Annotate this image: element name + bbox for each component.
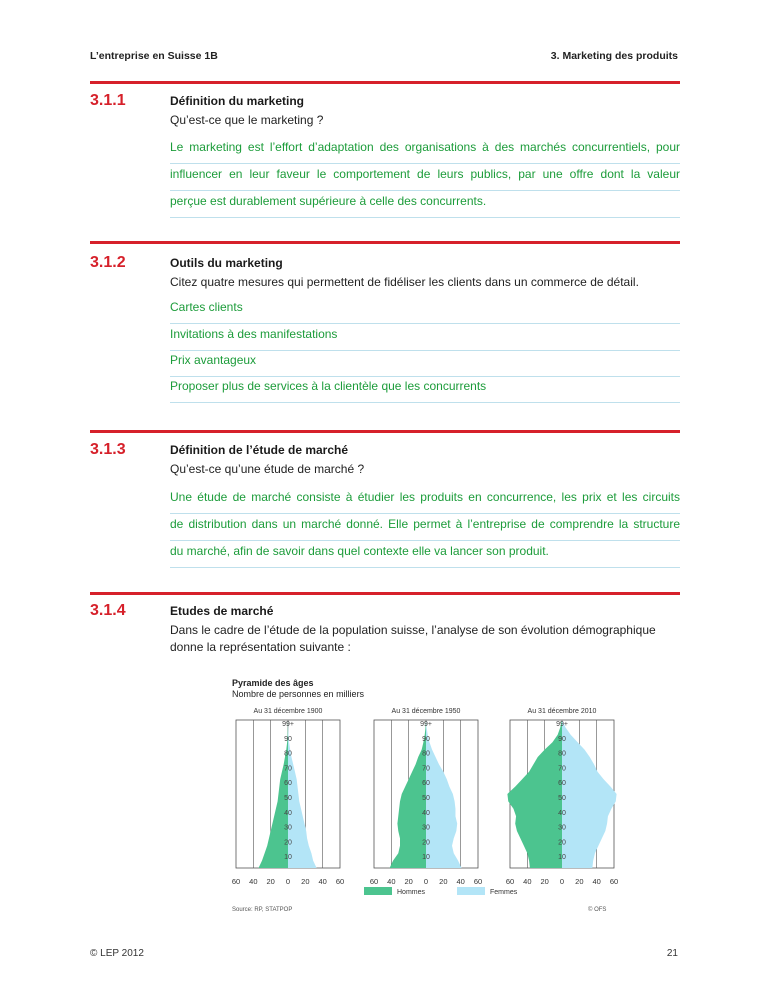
answer-line: Une étude de marché consiste à étudier les produits en concurrence, les prix et les circuits: [170, 487, 680, 514]
x-tick-label: 20: [575, 877, 584, 886]
question: Qu’est-ce que le marketing ?: [170, 113, 324, 127]
legend-swatch-femmes: [457, 887, 485, 895]
panel-label: Au 31 décembre 1950: [391, 708, 461, 715]
age-tick-label: 50: [558, 795, 566, 802]
answer-line: de distribution dans un marché donné. Elle permet à l’entreprise de comprendre la structure: [170, 514, 680, 541]
age-tick-label: 40: [284, 809, 292, 817]
age-tick-label: 20: [558, 839, 566, 847]
age-tick-label: 60: [422, 780, 430, 788]
age-tick-label: 80: [422, 750, 430, 758]
age-tick-label: 30: [422, 824, 430, 832]
panel-label: Au 31 décembre 2010: [527, 708, 597, 715]
chart-credit: © OFS: [588, 907, 607, 913]
femmes-area: [562, 721, 617, 868]
age-tick-label: 70: [284, 765, 292, 773]
section-title: Définition du marketing: [170, 94, 305, 108]
section-title: Outils du marketing: [170, 256, 283, 270]
age-tick-label: 70: [422, 765, 430, 773]
age-tick-label: 10: [284, 854, 292, 862]
answer-line: du marché, afin de savoir dans quel contexte elle va lancer son produit.: [170, 541, 680, 568]
legend-swatch-hommes: [364, 887, 392, 895]
age-tick-label: 60: [558, 780, 566, 788]
age-tick-label: 20: [422, 839, 430, 847]
x-tick-label: 40: [592, 877, 601, 886]
answer-line: Proposer plus de services à la clientèle que les concurrents: [170, 376, 680, 403]
age-tick-label: 90: [284, 735, 292, 743]
age-tick-label: 80: [558, 750, 566, 758]
x-tick-label: 60: [335, 877, 345, 886]
chart-source: Source: RP, STATPOP: [232, 907, 293, 913]
age-tick-label: 10: [422, 854, 430, 862]
x-tick-label: 20: [540, 877, 549, 886]
answer-line: Le marketing est l’effort d’adaptation des organisations à des marchés concurrentiels, pour: [170, 137, 680, 164]
question: Dans le cadre de l’étude de la population suisse, l’analyse de son évolution démographique donne la représentation suivante :: [170, 623, 656, 654]
answer-line: Cartes clients: [170, 297, 680, 324]
chart-subtitle: Nombre de personnes en milliers: [232, 689, 365, 699]
running-header-right: 3. Marketing des produits: [550, 50, 678, 62]
section-title: Etudes de marché: [170, 604, 274, 618]
age-tick-label: 50: [284, 795, 292, 802]
chart-title: Pyramide des âges: [232, 678, 314, 688]
answer-line: Invitations à des manifestations: [170, 324, 680, 351]
answer-line: influencer en leur faveur le comportement de leurs publics, par une offre dont la valeur: [170, 164, 680, 191]
x-tick-label: 0: [559, 877, 565, 886]
panel-label: Au 31 décembre 1900: [253, 708, 323, 715]
age-tick-label: 10: [558, 854, 566, 862]
age-tick-label: 99+: [282, 721, 294, 728]
age-tick-label: 70: [558, 765, 566, 773]
x-tick-label: 20: [439, 877, 448, 886]
section-number: 3.1.1: [90, 92, 126, 109]
femmes-area: [426, 721, 462, 868]
age-tick-label: 30: [284, 824, 292, 832]
question: Qu’est-ce qu’une étude de marché ?: [170, 462, 365, 476]
age-tick-label: 30: [558, 824, 566, 832]
age-tick-label: 99+: [420, 721, 432, 728]
age-tick-label: 99+: [556, 721, 568, 728]
page-number: 21: [666, 948, 678, 959]
age-tick-label: 20: [284, 839, 292, 847]
x-tick-label: 40: [387, 877, 396, 886]
x-tick-label: 60: [609, 877, 619, 886]
age-tick-label: 80: [284, 750, 292, 758]
age-tick-label: 90: [422, 735, 430, 743]
running-header-left: L’entreprise en Suisse 1B: [90, 50, 218, 62]
femmes-area: [288, 721, 317, 868]
x-tick-label: 60: [369, 877, 379, 886]
legend-label-hommes: Hommes: [397, 889, 426, 896]
age-tick-label: 40: [558, 809, 566, 817]
hommes-area: [507, 721, 562, 868]
x-tick-label: 20: [301, 877, 310, 886]
x-tick-label: 40: [318, 877, 327, 886]
x-tick-label: 60: [473, 877, 483, 886]
footer-copyright: © LEP 2012: [90, 948, 144, 959]
answer-line: Prix avantageux: [170, 350, 680, 377]
x-tick-label: 40: [523, 877, 532, 886]
answer-line: perçue est durablement supérieure à celle des concurrents.: [170, 191, 680, 218]
age-tick-label: 60: [284, 780, 292, 788]
age-tick-label: 90: [558, 735, 566, 743]
x-tick-label: 40: [456, 877, 465, 886]
question: Citez quatre mesures qui permettent de fidéliser les clients dans un commerce de détail.: [170, 275, 639, 289]
x-tick-label: 20: [404, 877, 413, 886]
section-number: 3.1.4: [90, 602, 126, 619]
x-tick-label: 0: [423, 877, 429, 886]
x-tick-label: 60: [231, 877, 241, 886]
x-tick-label: 0: [285, 877, 291, 886]
section-number: 3.1.2: [90, 254, 126, 271]
age-tick-label: 50: [422, 795, 430, 802]
age-tick-label: 40: [422, 809, 430, 817]
section-number: 3.1.3: [90, 441, 126, 458]
section-title: Définition de l’étude de marché: [170, 443, 349, 457]
x-tick-label: 20: [266, 877, 275, 886]
hommes-area: [390, 721, 426, 868]
x-tick-label: 40: [249, 877, 258, 886]
legend-label-femmes: Femmes: [490, 889, 518, 896]
x-tick-label: 60: [505, 877, 515, 886]
